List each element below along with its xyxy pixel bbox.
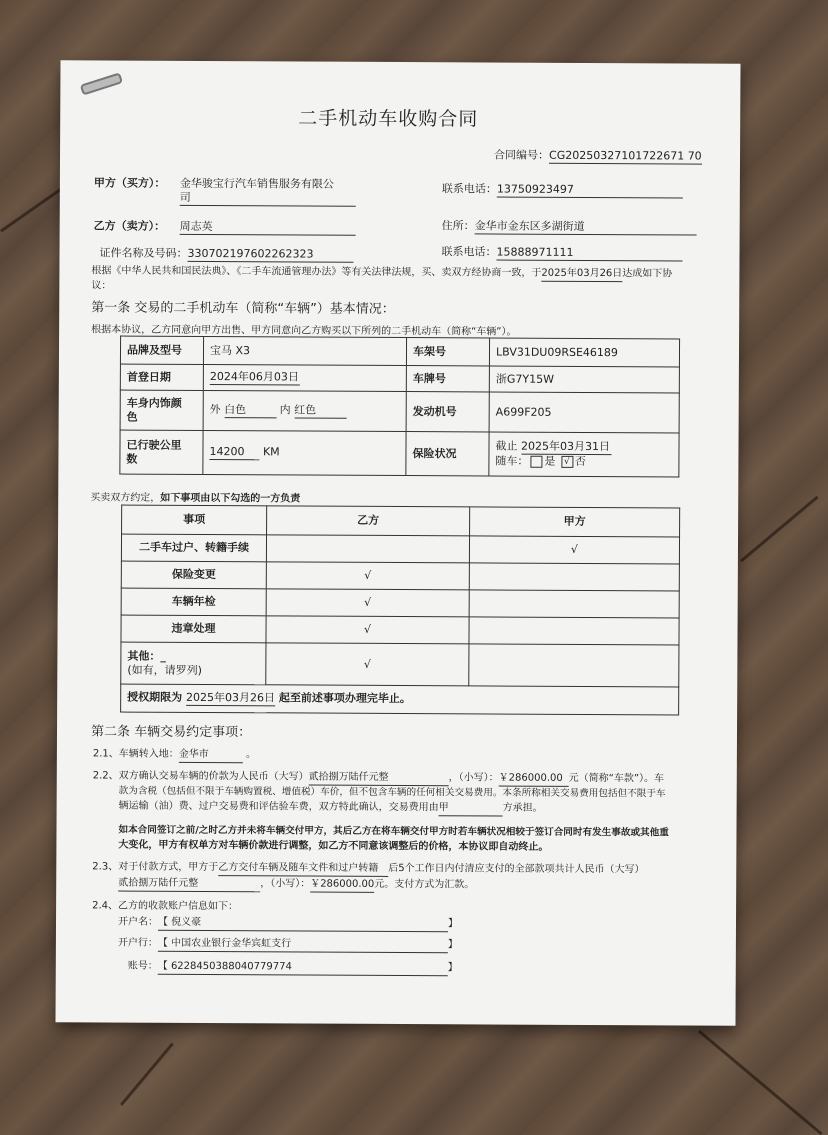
ext-color: 白色 — [224, 403, 276, 418]
brand-label: 品牌及型号 — [120, 336, 203, 364]
c23-num: 2.3、 — [92, 861, 119, 873]
row-a-check — [469, 617, 679, 645]
document-title: 二手机动车收购合同 — [298, 107, 479, 131]
party-a-phone-label: 联系电话： — [441, 182, 497, 196]
c23-condition: 乙方交付车辆及随车文件和过户转籍 — [218, 862, 388, 876]
color-label-2: 色 — [126, 410, 138, 424]
basis-paragraph — [91, 265, 672, 282]
basis-text-2: 议： — [91, 280, 112, 292]
row-a-check — [469, 590, 679, 618]
reg-date-label: 首登日期 — [120, 364, 203, 390]
clause-2-4 — [92, 900, 238, 913]
c23-text-2: 后5个工作日内付清应支付的全部款项共计人民币（大写） — [388, 862, 645, 876]
mileage-value — [203, 430, 406, 475]
insurance-value — [489, 432, 679, 477]
table-seam — [740, 496, 819, 563]
table-row — [121, 534, 679, 564]
deadline-suffix: 起至前述事项办理完毕止。 — [278, 691, 411, 706]
party-a-name — [180, 177, 356, 206]
account-number — [128, 961, 458, 976]
other-label: 其他：_ — [127, 649, 166, 663]
engine-label: 发动机号 — [406, 392, 489, 432]
row-a-check — [469, 563, 679, 591]
c23-amount-upper: 贰拾捌万陆仟元整 — [118, 878, 260, 892]
account-value: 【 6228450388040779774 — [158, 961, 448, 976]
c22-text-3: 元（简称“车款”）。车 — [568, 772, 665, 785]
yes-label: 是 — [544, 454, 556, 468]
row-item: 违章处理 — [121, 615, 266, 643]
c22-line3a: 辆运输（油）费、过户交易费和评估验车费，双方特此确认，交易费用由 — [118, 800, 439, 814]
clause-2-3 — [92, 861, 644, 877]
insurance-label: 保险状况 — [406, 432, 489, 476]
plate-label: 车牌号 — [406, 366, 489, 392]
agree-intro-text: 买卖双方约定， — [90, 492, 161, 504]
brand-value: 宝马 X3 — [203, 336, 406, 365]
party-b-address — [442, 219, 697, 235]
c23-line-2 — [118, 878, 474, 893]
c22-num: 2.2、 — [92, 770, 119, 782]
party-b-name-value: 周志英 — [180, 220, 356, 236]
row-b-check: √ — [266, 589, 469, 617]
engine-value: A699F205 — [489, 392, 679, 433]
article1-intro: 根据本协议，乙方同意向甲方出售、甲方同意向乙方购买以下所列的二手机动车（简称“车辆”）。 — [91, 324, 517, 338]
c24-text: 乙方的收款账户信息如下： — [117, 900, 239, 913]
deadline-date: 2025年03月26日 — [185, 691, 276, 705]
deadline-label: 授权期限为 — [127, 690, 183, 704]
c22-text-1: 双方确认交易车辆的价款为人民币（大写） — [118, 770, 309, 783]
row-a-check: √ — [469, 536, 679, 564]
basis-text-end: 达成如下协 — [622, 268, 673, 280]
row-b-check: √ — [266, 616, 469, 644]
color-label-1: 车身内饰颜 — [126, 396, 182, 410]
c22-amount: ￥286000.00 — [499, 773, 569, 787]
row-item-other — [121, 642, 266, 685]
party-a-phone — [442, 182, 683, 198]
c23-amount: ￥286000.00 — [310, 879, 374, 893]
basis-text: 根据《中华人民共和国民法典》、《二手车流通管理办法》等有关法律法规，买、卖双方经协商一致，于 — [91, 265, 542, 279]
clause-2-2 — [93, 770, 664, 786]
party-b-phone-label: 联系电话： — [441, 245, 497, 259]
reg-date-value — [203, 364, 406, 391]
table-seam — [698, 1030, 822, 1135]
c22-line-2: 款为含税（包括但不限于车辆购置税、增值税）车价，但不包含车辆的任何相关交易费用。本条所称相关交易费用包括但不限于车 — [118, 785, 666, 800]
row-b-check — [266, 535, 469, 563]
col-item-header: 事项 — [122, 505, 267, 535]
holder-label: 开户名： — [117, 916, 159, 928]
int-prefix: 内 — [279, 403, 291, 417]
bank-value: 【 中国农业银行金华宾虹支行 — [158, 938, 448, 953]
row-item: 车辆年检 — [121, 588, 266, 616]
c22-text-2: ，（小写）： — [448, 772, 499, 784]
contract-number-label: 合同编号： — [493, 148, 550, 162]
id-value: 330702197602262323 — [187, 247, 353, 263]
party-b-name — [180, 220, 356, 236]
row-b-check: √ — [266, 562, 469, 590]
contract-number — [494, 148, 702, 164]
c22-payer: 甲 — [439, 802, 503, 816]
plate-value: 浙G7Y15W — [489, 366, 679, 393]
mileage-label-2: 数 — [126, 452, 138, 466]
c22-amount-upper: 贰拾捌万陆仟元整 — [309, 772, 449, 786]
mileage-label-1: 已行驶公里 — [126, 438, 182, 452]
bank-label: 开户行： — [117, 937, 158, 949]
party-b-address-value: 金华市金东区多湖街道 — [475, 219, 697, 235]
party-a-phone-value: 13750923497 — [497, 183, 683, 199]
vin-value: LBV31DU09RSE46189 — [489, 338, 679, 367]
c21-num: 2.1、 — [92, 748, 119, 760]
c24-num: 2.4、 — [92, 900, 119, 912]
table-row — [121, 588, 679, 618]
agree-intro-bold: 如下事项由以下勾选的一方负责 — [160, 492, 301, 505]
party-b-phone-value: 15888971111 — [496, 246, 682, 262]
insurance-date: 2025年03月31日 — [520, 439, 611, 454]
table-seam — [120, 1043, 174, 1106]
basis-date: 2025年03月26日 — [541, 268, 622, 282]
c21-text: 车辆转入地： — [118, 748, 179, 760]
c21-value: 金华市 — [179, 749, 243, 763]
bold-para-2: 大变化，甲方有权单方对车辆价款进行调整，如乙方不同意该调整后的价格，本协议即自动终止。 — [118, 839, 549, 853]
contract-paper — [55, 60, 740, 1026]
c23-text-3: ，（小写）： — [260, 878, 311, 890]
row-item: 保险变更 — [121, 561, 266, 589]
mileage-unit: KM — [262, 445, 280, 459]
article1-title: 第一条 交易的二手机动车（简称“车辆”）基本情况： — [91, 300, 395, 317]
table-row — [121, 561, 679, 591]
account-bank — [118, 938, 458, 953]
c23-text-4: 元。支付方式为汇款。 — [374, 878, 475, 891]
int-color: 红色 — [294, 404, 346, 419]
deadline-row — [121, 684, 679, 715]
ext-prefix: 外 — [209, 403, 221, 417]
insurance-prefix: 截止 — [495, 439, 518, 453]
table-row — [121, 615, 679, 645]
yes-checkbox[interactable] — [530, 456, 542, 468]
party-a-name-line2: 司 — [180, 191, 356, 207]
party-b-label: 乙方（卖方）： — [93, 219, 166, 233]
col-a-header: 甲方 — [470, 507, 680, 537]
party-a-label: 甲方（买方）： — [93, 176, 166, 190]
staple — [80, 72, 123, 95]
vehicle-table — [119, 336, 680, 478]
id-label: 证件名称及号码： — [99, 246, 188, 260]
duty-table — [120, 505, 680, 716]
holder-value: 【 倪义豪 — [158, 917, 448, 932]
holder-bracket: 】 — [447, 918, 459, 930]
party-a-name-line1: 金华骏宝行汽车销售服务有限公 — [179, 176, 334, 191]
no-label: 否 — [574, 454, 586, 468]
row-b-check: √ — [266, 643, 469, 686]
bold-para-1: 如本合同签订之前/之时乙方并未将车辆交付甲方，其后乙方在将车辆交付甲方时若车辆状况相较于签订合同时有发生事故或其他重 — [118, 824, 669, 839]
c22-line-3 — [119, 801, 543, 817]
bank-bracket: 】 — [447, 939, 458, 951]
with-car-label: 随车： — [495, 454, 529, 468]
col-b-header: 乙方 — [267, 506, 470, 536]
clause-2-1: 2.1、车辆转入地：金华市 。 — [93, 748, 256, 762]
party-b-phone — [441, 245, 682, 261]
vin-label: 车架号 — [406, 338, 489, 366]
account-bracket: 】 — [447, 962, 458, 974]
color-value — [203, 390, 406, 431]
account-holder — [118, 917, 458, 932]
c22-line3b: 方承担。 — [502, 802, 543, 814]
row-a-check — [469, 644, 679, 687]
no-checkbox[interactable]: √ — [561, 456, 573, 468]
other-hint: (如有，请罗列) — [127, 663, 202, 677]
article2-title: 第二条 车辆交易约定事项： — [90, 724, 252, 741]
mileage-label — [120, 430, 203, 474]
party-b-address-label: 住所： — [441, 219, 475, 233]
mileage-number: 14200 — [209, 445, 259, 460]
id-number — [99, 246, 353, 262]
account-label: 账号： — [127, 960, 158, 972]
table-row — [121, 642, 679, 687]
contract-number-value: CG20250327101722671 70 — [548, 148, 702, 163]
c23-text-1: 对于付款方式，甲方于 — [118, 861, 219, 874]
color-label — [120, 390, 203, 430]
row-item: 二手车过户、转籍手续 — [121, 534, 266, 562]
reg-date-text: 2024年06月03日 — [209, 370, 299, 384]
